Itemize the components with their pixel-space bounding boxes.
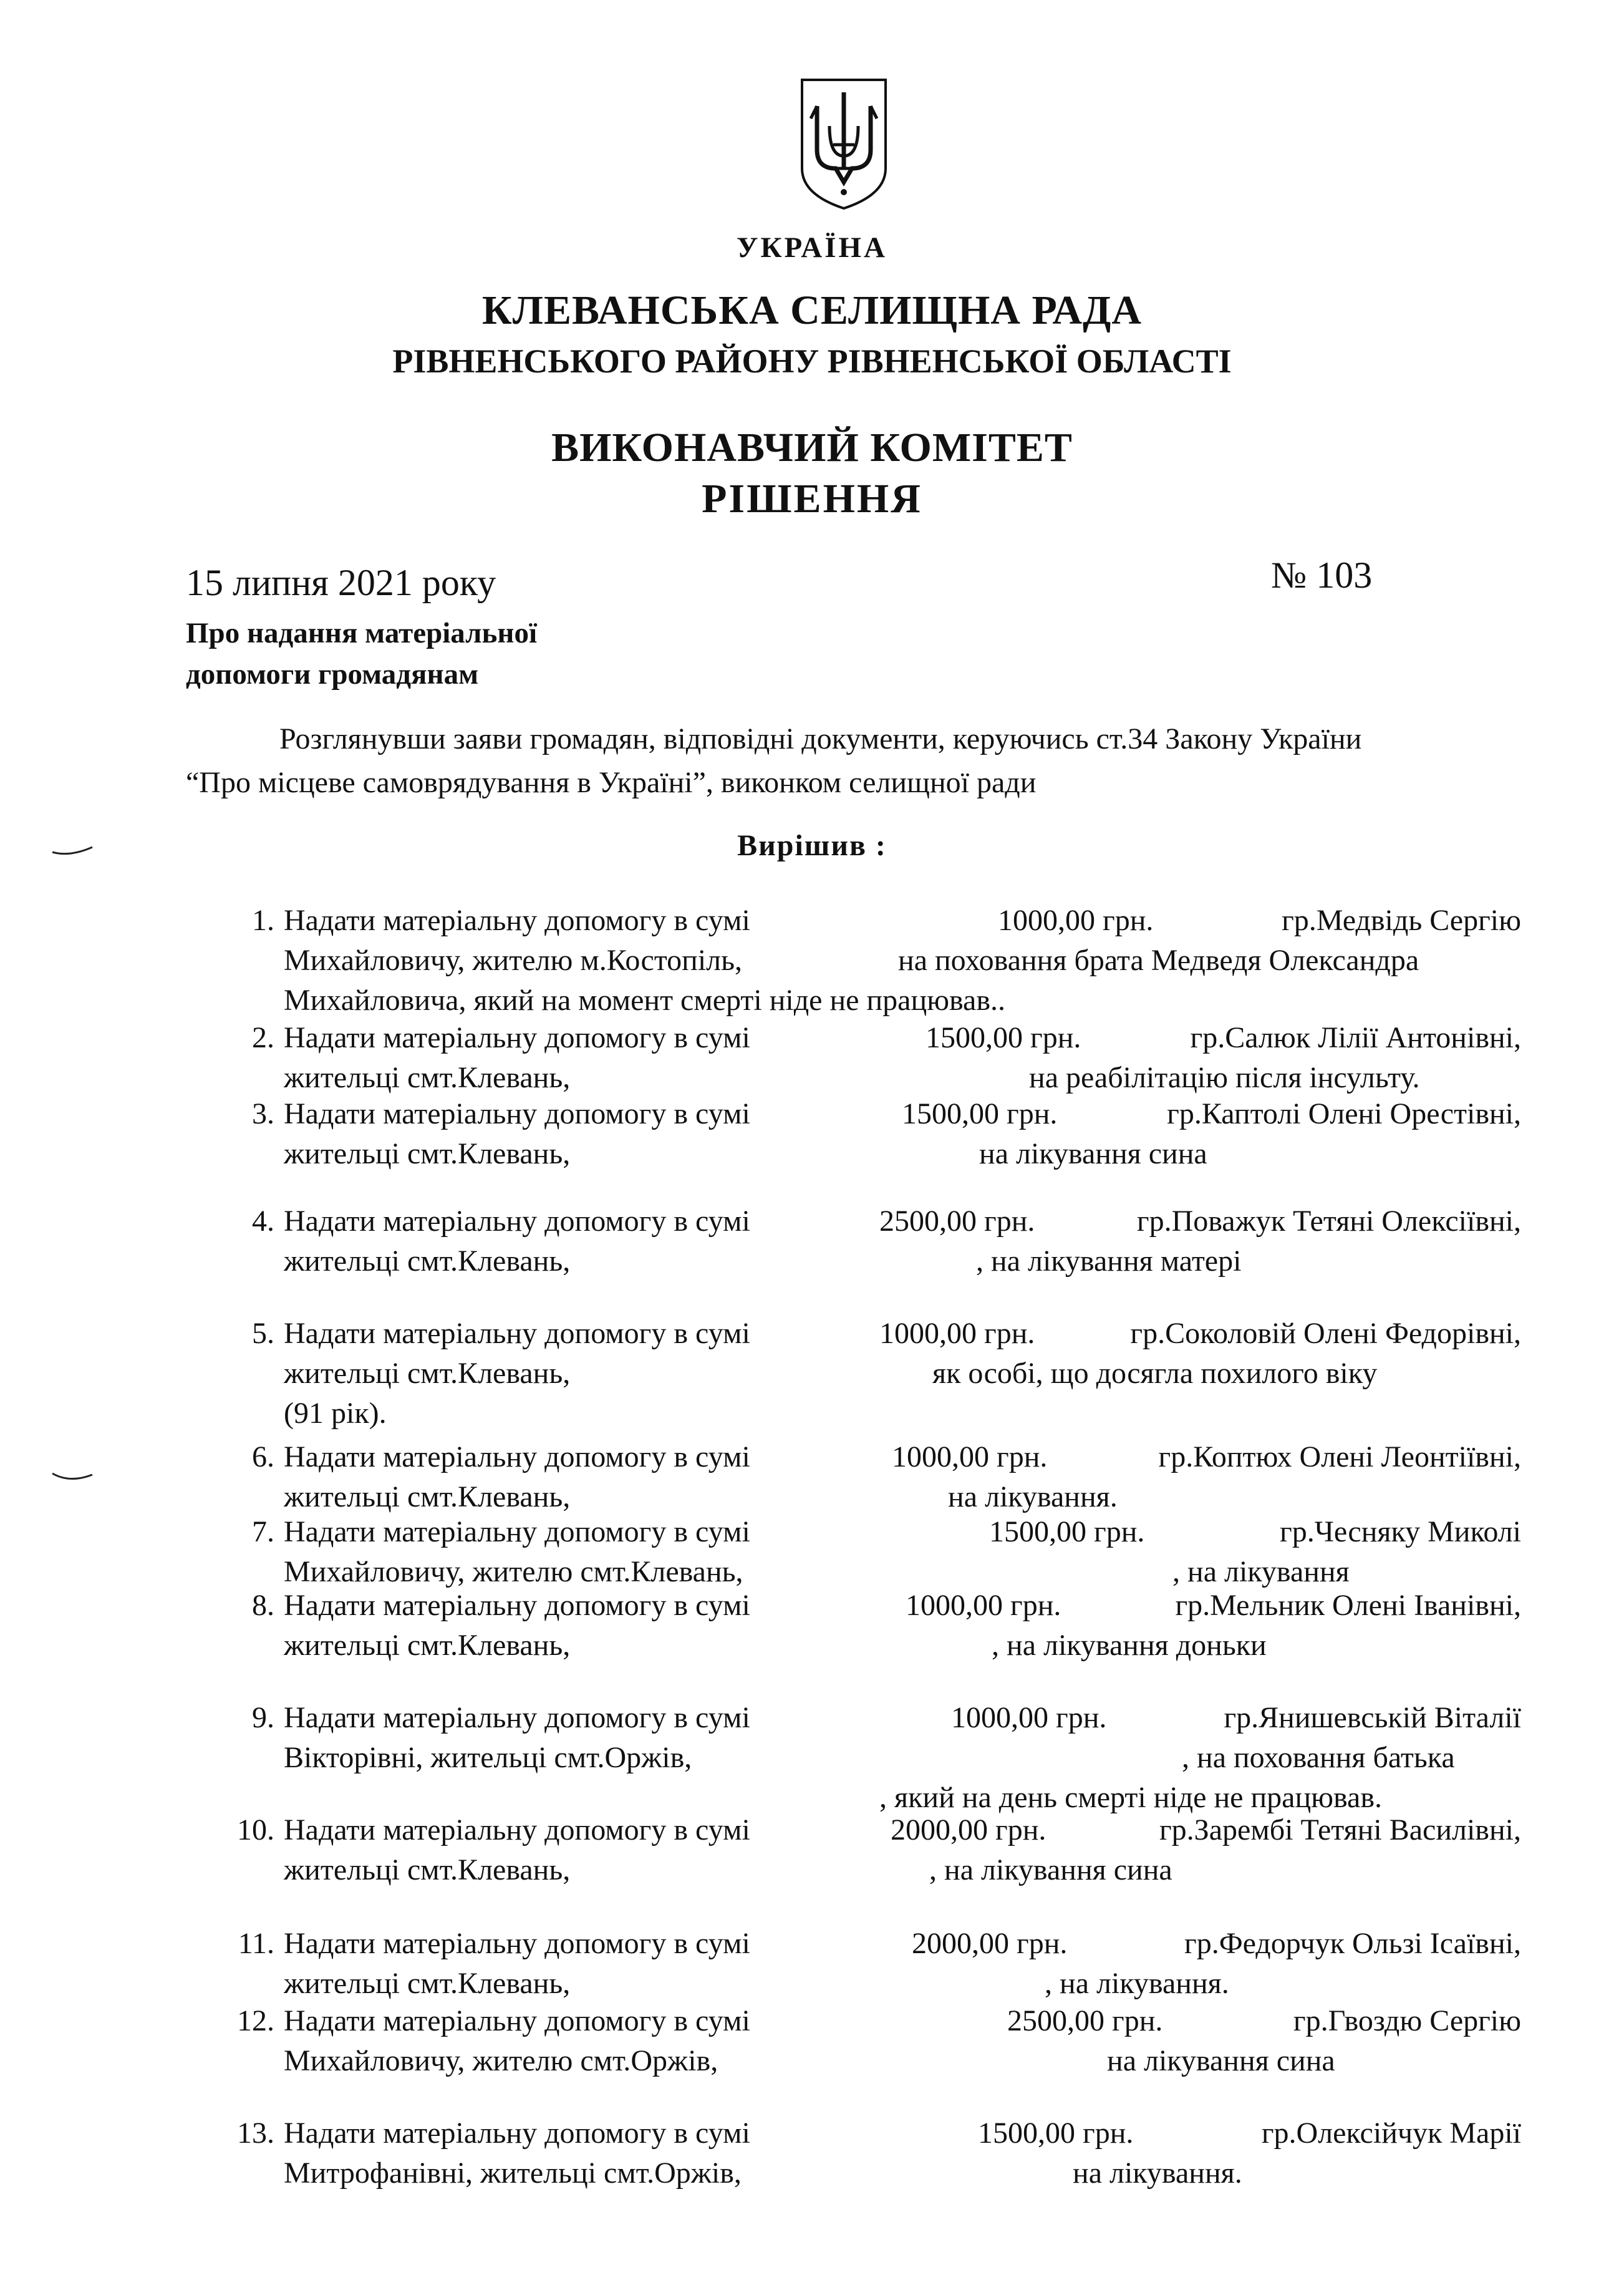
item-lead-text: Надати матеріальну допомогу в сумі xyxy=(284,1205,750,1238)
item-recipient: гр.Мельник Олені Іванівні, xyxy=(1175,1589,1521,1622)
decision-item xyxy=(0,1813,1624,1893)
item-number: 12. xyxy=(237,2004,274,2037)
trident-coat-of-arms-icon xyxy=(797,75,891,212)
item-purpose: , на лікування доньки xyxy=(992,1629,1267,1662)
preamble xyxy=(186,717,1361,805)
item-number: 10. xyxy=(237,1813,274,1846)
item-number: 9. xyxy=(252,1701,274,1734)
item-continuation: , який на день смерті ніде не працював. xyxy=(879,1781,1383,1814)
item-recipient: гр.Федорчук Ользі Ісаївні, xyxy=(1184,1927,1521,1960)
item-number: 4. xyxy=(252,1205,274,1238)
item-amount: 2500,00 грн. xyxy=(879,1205,1035,1238)
item-residence: жительці смт.Клевань, xyxy=(284,1480,571,1513)
decision-item xyxy=(0,2004,1624,2084)
item-number: 3. xyxy=(252,1097,274,1130)
item-number: 2. xyxy=(252,1021,274,1054)
item-lead-text: Надати матеріальну допомогу в сумі xyxy=(284,1589,750,1622)
item-purpose: , на лікування сина xyxy=(929,1853,1172,1886)
item-number: 6. xyxy=(252,1440,274,1473)
item-recipient: гр.Медвідь Сергію xyxy=(1282,904,1521,937)
item-residence: Митрофанівні, жительці смт.Оржів, xyxy=(284,2157,742,2190)
item-residence: Михайловичу, жителю м.Костопіль, xyxy=(284,944,743,977)
decision-item xyxy=(0,903,1624,1023)
item-residence: жительці смт.Клевань, xyxy=(284,1967,571,2000)
item-lead-text: Надати матеріальну допомогу в сумі xyxy=(284,904,750,937)
item-recipient: гр.Коптюх Олені Леонтіївні, xyxy=(1158,1440,1521,1473)
item-amount: 1500,00 грн. xyxy=(978,2117,1134,2150)
item-lead-text: Надати матеріальну допомогу в сумі xyxy=(284,1317,750,1350)
subject-line-1: Про надання матеріальної xyxy=(186,617,538,649)
item-lead-text: Надати матеріальну допомогу в сумі xyxy=(284,1701,750,1734)
item-residence: жительці смт.Клевань, xyxy=(284,1853,571,1886)
item-purpose: на лікування сина xyxy=(979,1137,1207,1170)
item-lead-text: Надати матеріальну допомогу в сумі xyxy=(284,1515,750,1548)
subject-line-2: допомоги громадянам xyxy=(186,658,479,691)
item-purpose: , на поховання батька xyxy=(1182,1741,1455,1774)
item-amount: 1500,00 грн. xyxy=(902,1097,1058,1130)
item-number: 11. xyxy=(238,1927,274,1960)
item-residence: Михайловичу, жителю смт.Оржів, xyxy=(284,2044,718,2077)
decision-item xyxy=(0,1588,1624,1668)
item-amount: 1000,00 грн. xyxy=(906,1589,1061,1622)
item-amount: 1000,00 грн. xyxy=(879,1317,1035,1350)
preamble-line-2: “Про місцеве самоврядування в Україні”, виконком селищної ради xyxy=(186,766,1037,799)
item-amount: 2000,00 грн. xyxy=(912,1927,1068,1960)
decision-item xyxy=(0,1515,1624,1594)
committee-title: ВИКОНАВЧИЙ КОМІТЕТ xyxy=(551,425,1073,470)
item-amount: 1000,00 грн. xyxy=(892,1440,1048,1473)
item-purpose: на лікування. xyxy=(1073,2157,1242,2190)
item-number: 1. xyxy=(252,904,274,937)
item-residence: Михайловичу, жителю смт.Клевань, xyxy=(284,1555,743,1588)
decision-item xyxy=(0,1926,1624,2006)
item-lead-text: Надати матеріальну допомогу в сумі xyxy=(284,2004,750,2037)
item-lead-text: Надати матеріальну допомогу в сумі xyxy=(284,2117,750,2150)
decision-item xyxy=(0,1097,1624,1177)
item-continuation: (91 рік). xyxy=(284,1397,387,1430)
item-recipient: гр.Гвоздю Сергію xyxy=(1293,2004,1521,2037)
country-title: УКРАЇНА xyxy=(736,231,887,264)
item-lead-text: Надати матеріальну допомогу в сумі xyxy=(284,1927,750,1960)
item-purpose: як особі, що досягла похилого віку xyxy=(932,1357,1378,1390)
decision-item xyxy=(0,1440,1624,1520)
document-type: РІШЕННЯ xyxy=(702,476,922,522)
document-subject xyxy=(186,613,537,695)
item-purpose: на поховання брата Медведя Олександра xyxy=(898,944,1419,977)
resolved-heading: Вирішив : xyxy=(737,829,887,862)
decision-item xyxy=(0,1204,1624,1284)
item-amount: 1500,00 грн. xyxy=(989,1515,1145,1548)
item-recipient: гр.Олексійчук Марії xyxy=(1261,2117,1521,2150)
item-residence: Вікторівні, жительці смт.Оржів, xyxy=(284,1741,692,1774)
decision-item xyxy=(0,1021,1624,1100)
item-residence: жительці смт.Клевань, xyxy=(284,1357,571,1390)
margin-pen-mark xyxy=(51,843,95,858)
item-lead-text: Надати матеріальну допомогу в сумі xyxy=(284,1021,750,1054)
item-residence: жительці смт.Клевань, xyxy=(284,1061,571,1094)
item-recipient: гр.Соколовій Олені Федорівні, xyxy=(1130,1317,1521,1350)
item-purpose: , на лікування xyxy=(1172,1555,1350,1588)
district-title: РІВНЕНСЬКОГО РАЙОНУ РІВНЕНСЬКОЇ ОБЛАСТІ xyxy=(392,342,1232,380)
decision-item xyxy=(0,2116,1624,2196)
decision-item xyxy=(0,1701,1624,1820)
item-number: 8. xyxy=(252,1589,274,1622)
item-recipient: гр.Зарембі Тетяні Василівні, xyxy=(1159,1813,1521,1846)
item-purpose: на лікування. xyxy=(948,1480,1118,1513)
item-lead-text: Надати матеріальну допомогу в сумі xyxy=(284,1813,750,1846)
item-amount: 1000,00 грн. xyxy=(998,904,1154,937)
item-amount: 2500,00 грн. xyxy=(1007,2004,1163,2037)
item-purpose: , на лікування. xyxy=(1045,1967,1229,2000)
item-lead-text: Надати матеріальну допомогу в сумі xyxy=(284,1097,750,1130)
item-number: 13. xyxy=(237,2117,274,2150)
item-purpose: , на лікування матері xyxy=(976,1244,1242,1278)
item-recipient: гр.Салюк Лілії Антонівні, xyxy=(1190,1021,1521,1054)
item-lead-text: Надати матеріальну допомогу в сумі xyxy=(284,1440,750,1473)
item-number: 7. xyxy=(252,1515,274,1548)
document-date: 15 липня 2021 року xyxy=(186,562,496,603)
item-purpose: на лікування сина xyxy=(1107,2044,1335,2077)
decision-item xyxy=(0,1316,1624,1436)
item-number: 5. xyxy=(252,1317,274,1350)
item-recipient: гр.Поважук Тетяні Олексіївні, xyxy=(1136,1205,1521,1238)
document-number: № 103 xyxy=(1271,555,1373,596)
item-amount: 1000,00 грн. xyxy=(951,1701,1107,1734)
item-recipient: гр.Чесняку Миколі xyxy=(1280,1515,1521,1548)
item-residence: жительці смт.Клевань, xyxy=(284,1244,571,1278)
item-amount: 1500,00 грн. xyxy=(926,1021,1081,1054)
item-residence: жительці смт.Клевань, xyxy=(284,1629,571,1662)
item-amount: 2000,00 грн. xyxy=(891,1813,1046,1846)
item-recipient: гр.Каптолі Олені Орестівні, xyxy=(1167,1097,1521,1130)
preamble-line-1: Розглянувши заяви громадян, відповідні документи, керуючись ст.34 Закону України xyxy=(279,722,1362,755)
item-continuation: Михайловича, який на момент смерті ніде не працював.. xyxy=(284,984,1005,1017)
item-purpose: на реабілітацію після інсульту. xyxy=(1029,1061,1420,1094)
council-title: КЛЕВАНСЬКА СЕЛИЩНА РАДА xyxy=(481,288,1143,333)
item-residence: жительці смт.Клевань, xyxy=(284,1137,571,1170)
item-recipient: гр.Янишевській Віталії xyxy=(1224,1701,1521,1734)
